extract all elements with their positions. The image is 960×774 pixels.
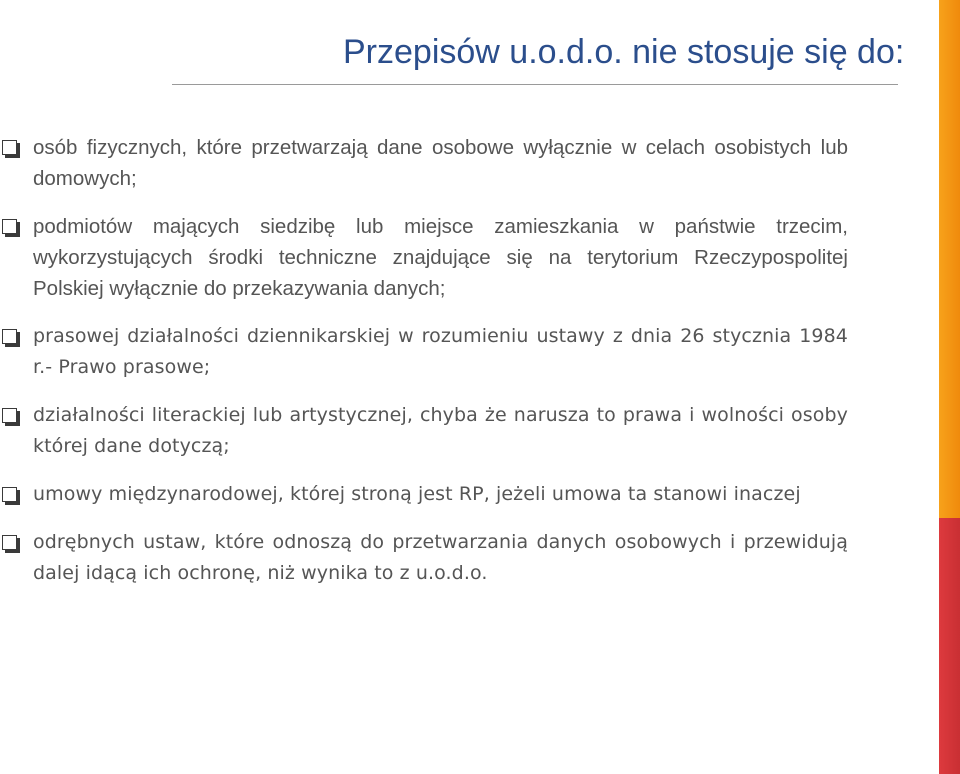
checkbox-icon (2, 140, 17, 155)
checkbox-icon (2, 535, 17, 550)
list-item-text: umowy międzynarodowej, której stroną jest RP, jeżeli umowa ta stanowi inaczej (33, 483, 801, 505)
side-accent-bar-orange (939, 0, 960, 518)
checkbox-icon (2, 487, 17, 502)
checkbox-icon (2, 408, 17, 423)
checkbox-icon (2, 329, 17, 344)
list-item (0, 479, 848, 510)
checkbox-icon (2, 219, 17, 234)
title-divider (172, 84, 898, 85)
list-item-text: działalności literackiej lub artystycznej, chyba że narusza to prawa i wolności osoby której dane dotyczą; (33, 404, 848, 457)
list-item (0, 211, 848, 304)
list-item (0, 400, 848, 462)
list-item (0, 321, 848, 383)
list-item-text: osób fizycznych, które przetwarzają dane osobowe wyłącznie w celach osobistych lub domowych; (33, 136, 848, 190)
slide-title: Przepisów u.o.d.o. nie stosuje się do: (343, 33, 905, 71)
list-item (0, 132, 848, 194)
bullet-list (0, 132, 880, 589)
list-item-text: odrębnych ustaw, które odnoszą do przetwarzania danych osobowych i przewidują dalej idącą ich ochronę, niż wynika to z u.o.d.o. (33, 531, 848, 584)
list-item (0, 527, 848, 589)
side-accent-bar-red (939, 518, 960, 774)
list-item-text: podmiotów mających siedzibę lub miejsce zamieszkania w państwie trzecim, wykorzystujących środki techniczne znajdujące się na terytorium Rzeczypospolitej Polskiej wyłącznie do przekazywania danych; (33, 215, 848, 300)
list-item-text: prasowej działalności dziennikarskiej w rozumieniu ustawy z dnia 26 stycznia 1984 r.- Prawo prasowe; (33, 325, 848, 378)
